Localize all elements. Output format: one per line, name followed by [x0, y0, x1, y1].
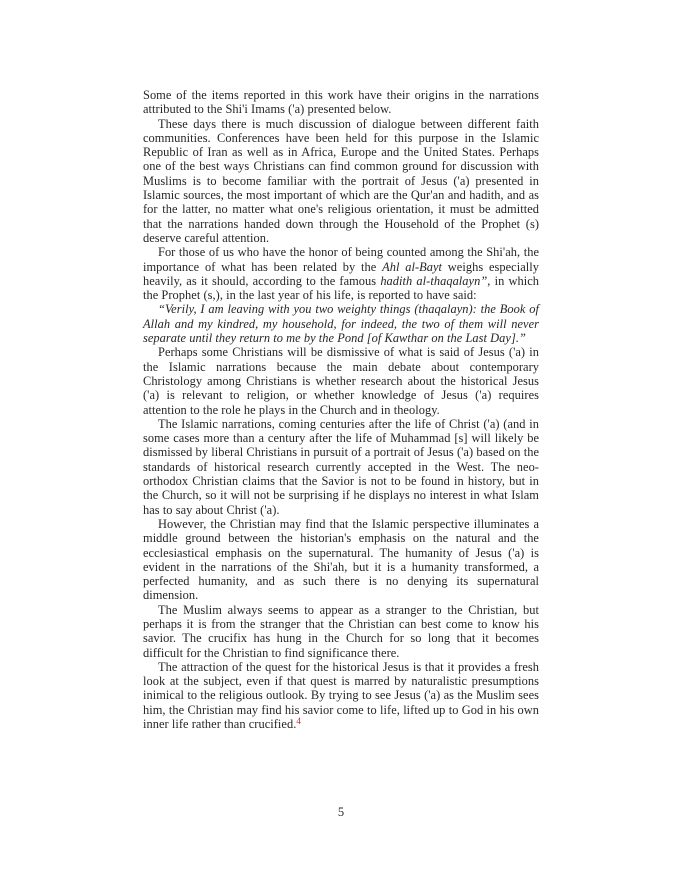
paragraph: [143, 603, 539, 660]
page-number: 5: [337, 805, 345, 819]
text-run: , in which the Prophet (s,), in the last year of his life, is reported to have said:: [143, 273, 539, 303]
italic-text-run: “Verily, I am leaving with you two weighty things (thaqalayn): the Book of Allah and my kindred, my household, for indeed, the two of them will never separate until they return to me by the Pond [of Kawthar on the Last Day].”: [143, 302, 539, 346]
text-run: However, the Christian may find that the Islamic perspective illuminates a middle ground between the historian's emphasis on the natural and the ecclesiastical emphasis on the supernatural. The humanity of Jesus ('a) is evident in the narrations of the Shi'ah, but it is a humanity transformed, a perfected humanity, and as such there is no denying its supernatural dimension.: [143, 516, 539, 603]
text-block: [143, 88, 539, 731]
text-run: These days there is much discussion of dialogue between different faith communities. Conferences have been held for this purpose in the Islamic Republic of Iran as well as in Africa, Europe and the United States. Perhaps one of the best ways Christians can find common ground for discussion with Muslims is to become familiar with the portrait of Jesus ('a) presented in Islamic sources, the most important of which are the Qur'an and hadith, and as for the latter, no matter what one's religious orientation, it must be admitted that the narrations handed down through the Household of the Prophet (s) deserve careful attention.: [143, 116, 539, 245]
text-run: The Muslim always seems to appear as a stranger to the Christian, but perhaps it is from the stranger that the Christian can best come to know his savior. The crucifix has hung in the Church for so long that it becomes difficult for the Christian to find significance there.: [143, 602, 539, 660]
paragraph: [143, 88, 539, 117]
paragraph: [143, 345, 539, 416]
text-run: The attraction of the quest for the historical Jesus is that it provides a fresh look at the subject, even if that quest is marred by naturalistic presumptions inimical to the religious outlook. By trying to see Jesus ('a) as the Muslim sees him, the Christian may find his savior come to life, lifted up to God in his own inner life rather than crucified.: [143, 659, 539, 732]
paragraph: [143, 245, 539, 302]
footnote-ref: 4: [296, 716, 301, 727]
text-run: Some of the items reported in this work have their origins in the narrations attributed to the Shi'i Imams ('a) presented below.: [143, 88, 539, 117]
text-run: For those of us who have the honor of being counted among the Shi'ah, the importance of what has been related by the: [143, 245, 539, 274]
italic-text-run: Ahl al-Bayt: [382, 259, 443, 274]
italic-text-run: hadith al-thaqalayn”: [380, 273, 488, 288]
paragraph: [143, 660, 539, 731]
paragraph: [143, 302, 539, 345]
paragraph: [143, 117, 539, 246]
text-run: The Islamic narrations, coming centuries after the life of Christ ('a) (and in some cases more than a century after the life of Muhammad [s] will likely be dismissed by liberal Christians in pursuit of a portrait of Jesus ('a) based on the standards of historical research currently accepted in the West. The neo-orthodox Christian claims that the Savior is not to be found in history, but in the Church, so it will not be surprising if he displays no interest in what Islam has to say about Christ ('a).: [143, 416, 539, 517]
paragraph: [143, 517, 539, 603]
text-run: Perhaps some Christians will be dismissive of what is said of Jesus ('a) in the Islamic narrations because the main debate about contemporary Christology among Christians is whether research about the historical Jesus ('a) is relevant to religion, or whether knowledge of Jesus ('a) requires attention to the role he plays in the Church and in theology.: [143, 345, 539, 417]
paragraph: [143, 417, 539, 517]
text-run: weighs especially heavily, as it should, according to the famous: [143, 259, 539, 288]
